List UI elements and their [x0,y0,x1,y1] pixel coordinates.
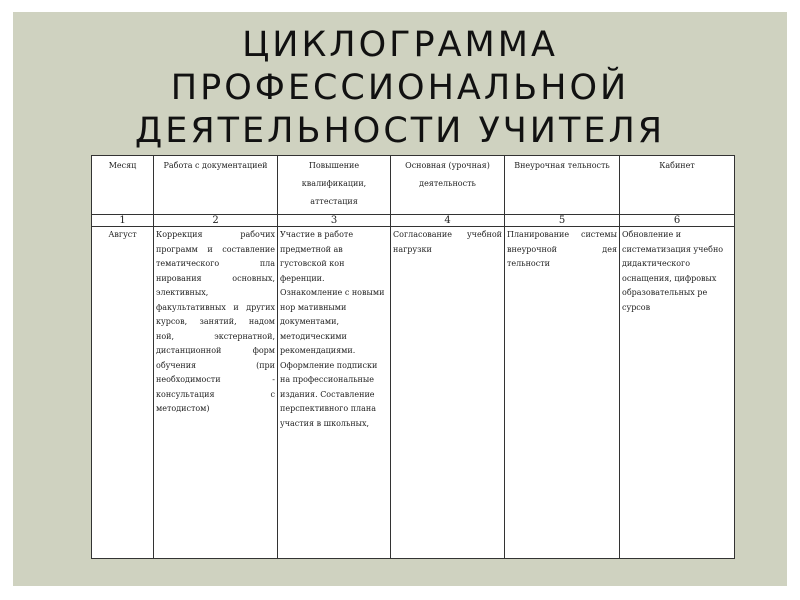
header-cell: Месяц [92,156,154,215]
title-line-1: ЦИКЛОГРАММА [242,25,558,65]
table-header-row [92,156,735,215]
qualification-cell: Участие в работе предметной ав густовской кон ференции. Ознакомление с новыми нор мативными документами, методическими рекомендациями. Оформление подписки на профессиональные издания. Составление перспективного плана участия в школьных, [278,227,391,559]
month-cell: Август [92,227,154,559]
main-activity-cell: Согласование учебной нагрузки [391,227,505,559]
title-line-2: ПРОФЕССИОНАЛЬНОЙ [170,68,630,108]
header-cell: Работа с документацией [154,156,278,215]
column-number: 2 [154,215,278,227]
column-number: 4 [391,215,505,227]
documentation-cell: Коррекция рабочих программ и составление тематического пла нирования основных, элективных, факультативных и других курсов, занятий, надом ной, экстернатной, дистанционной форм обучения (при необходимости - консультация с методистом) [154,227,278,559]
table-row [92,227,735,559]
column-number: 1 [92,215,154,227]
cyclogram-table [91,155,734,559]
cabinet-cell: Обновление и систематизация учебно дидактического оснащения, цифровых образовательных ре сурсов [620,227,735,559]
slide-background [13,12,787,586]
header-cell: Основная (урочная) деятельность [391,156,505,215]
page-title [13,24,787,153]
column-number: 6 [620,215,735,227]
header-cell: Внеурочная тельность [505,156,620,215]
extracurricular-cell: Планирование системы внеурочной дея тельности [505,227,620,559]
column-number: 3 [278,215,391,227]
table-number-row [92,215,735,227]
title-line-3: ДЕЯТЕЛЬНОСТИ УЧИТЕЛЯ [134,111,666,151]
header-cell: Повышение квалификации, аттестация [278,156,391,215]
column-number: 5 [505,215,620,227]
header-cell: Кабинет [620,156,735,215]
